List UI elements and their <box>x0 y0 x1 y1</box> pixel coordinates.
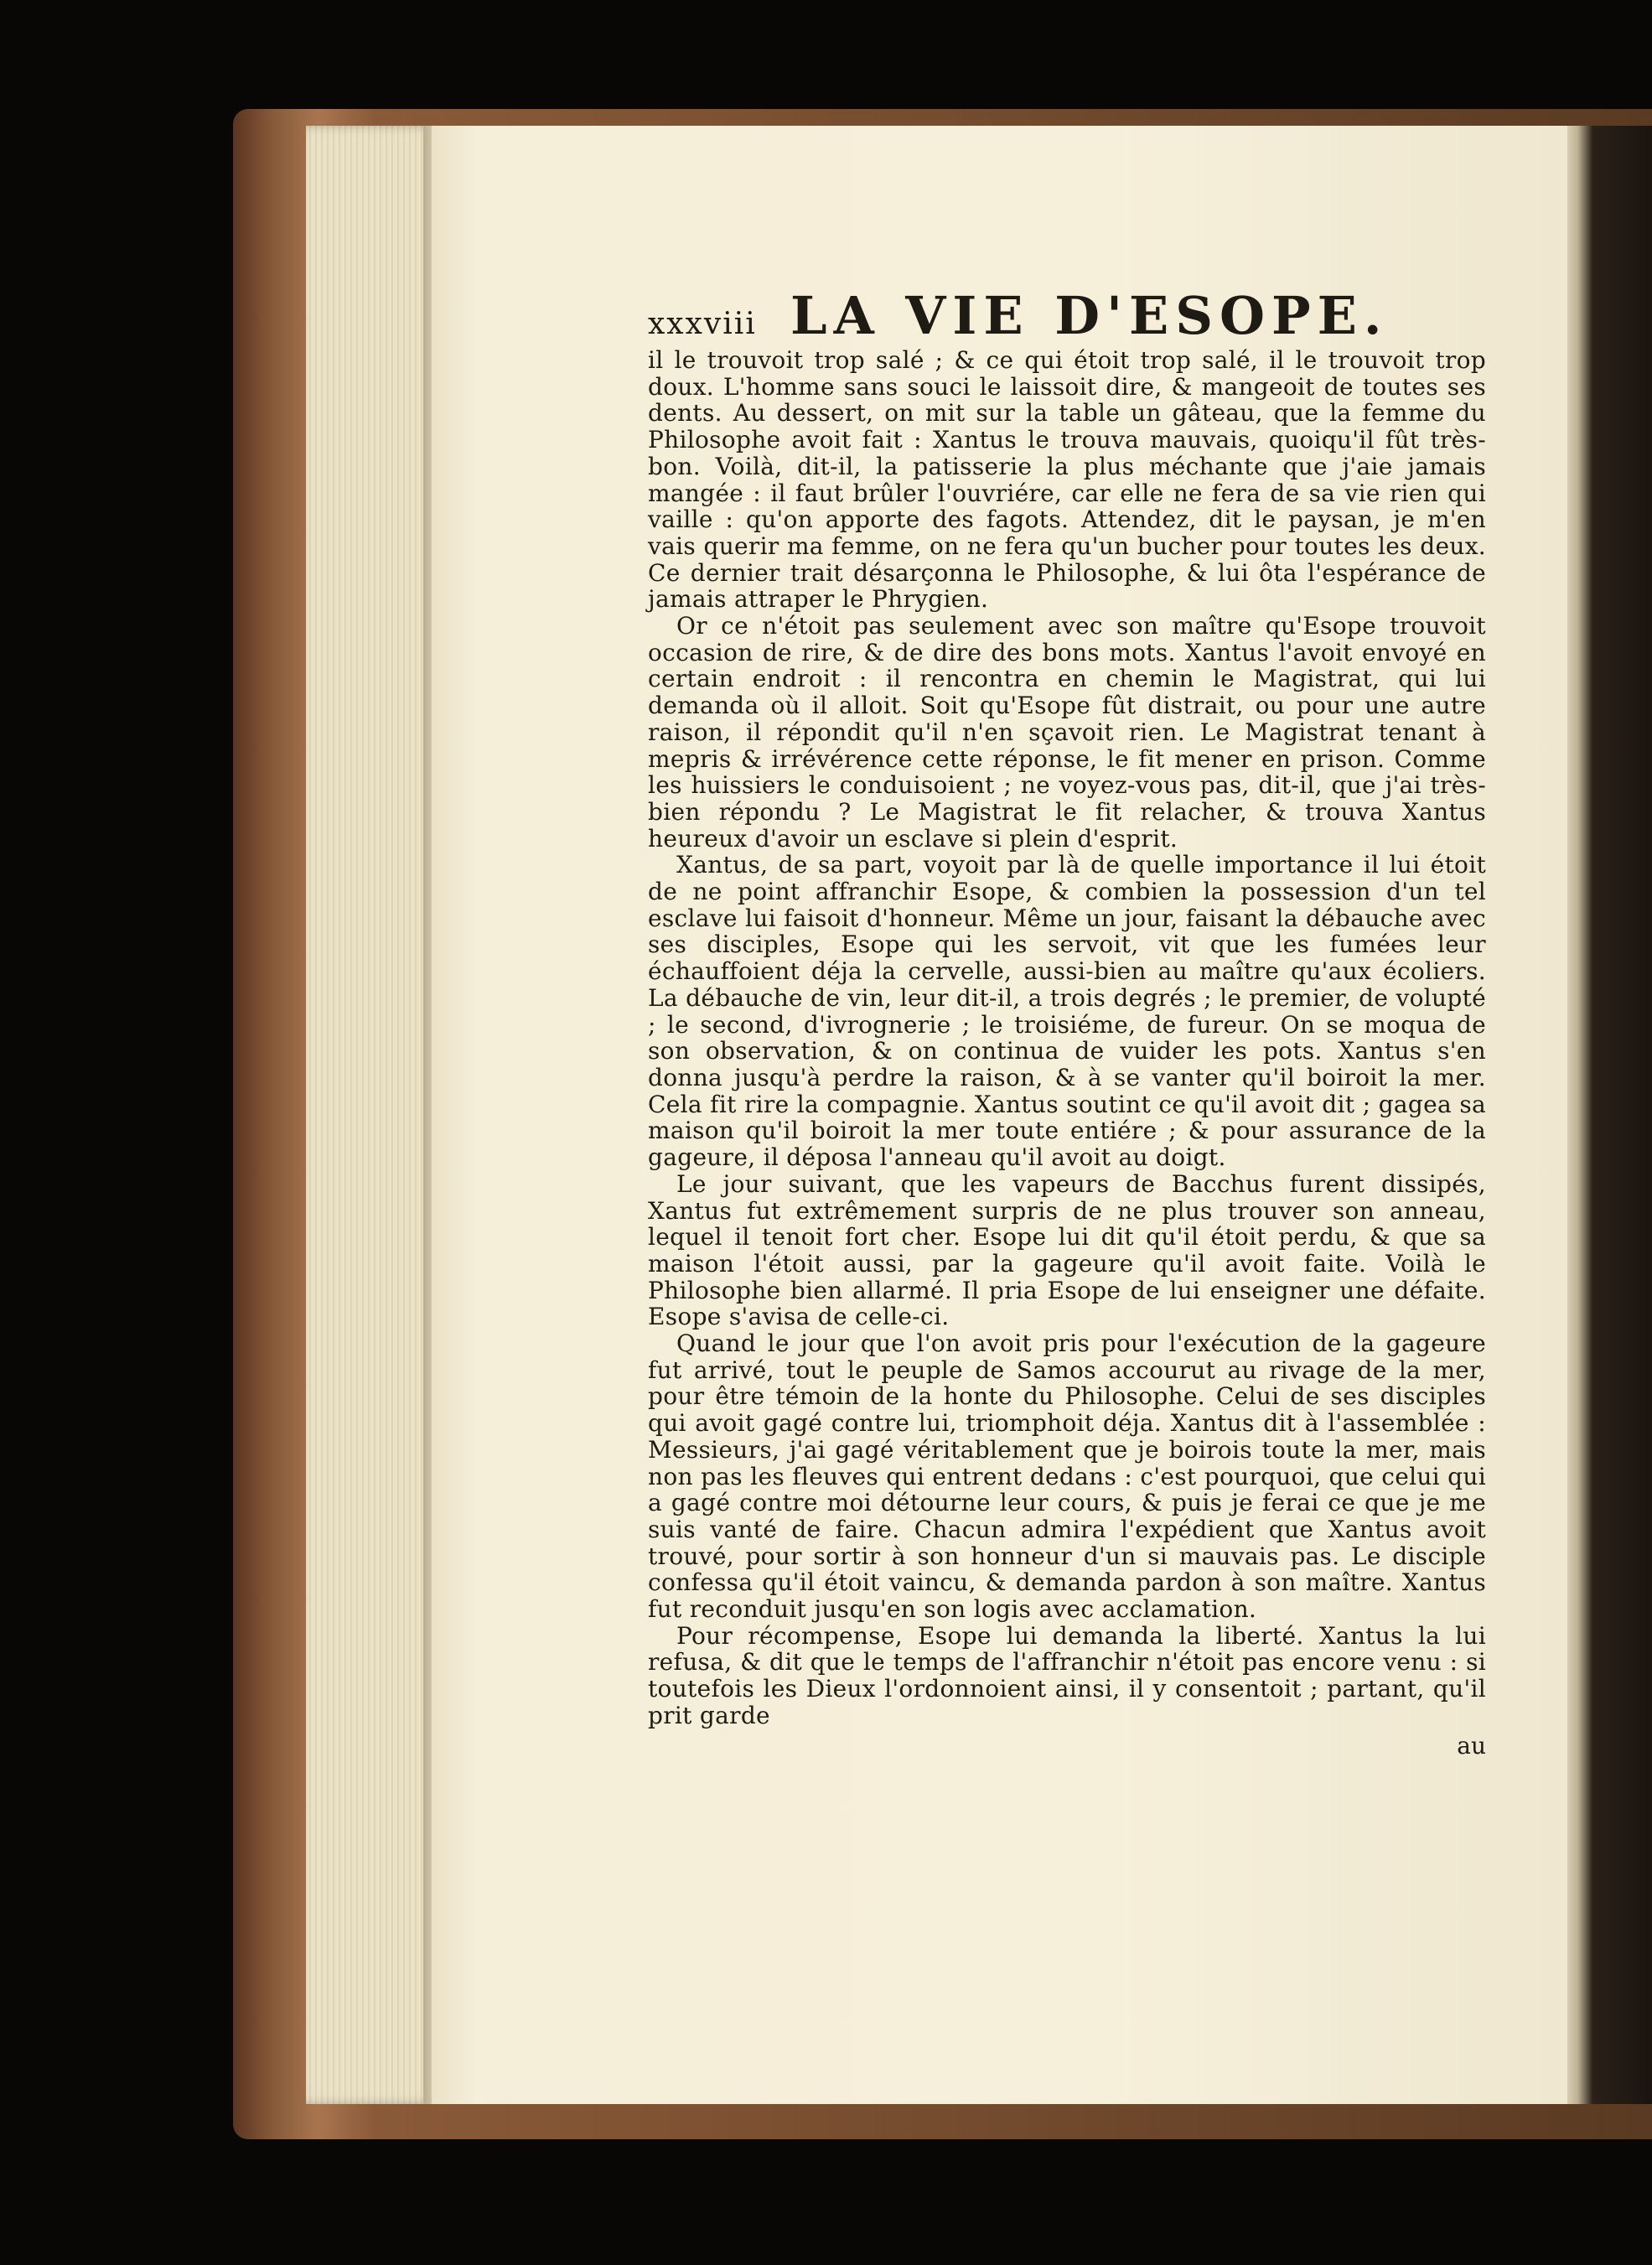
page-header <box>648 285 1486 347</box>
page-content <box>648 285 1486 1760</box>
paragraph: Pour récompense, Esope lui demanda la liberté. Xantus la lui refusa, & dit que le temps de l'affranchir n'étoit pas encore venu : si toutefois les Dieux l'ordonnoient ainsi, il y consentoit ; partant, qu'il prit garde <box>648 1621 1486 1729</box>
paragraph: Quand le jour que l'on avoit pris pour l'exécution de la gageure fut arrivé, tout le peuple de Samos accourut au rivage de la mer, pour être témoin de la honte du Philosophe. Celui de ses disciples qui avoit gagé contre lui, triomphoit déja. Xantus dit à l'assemblée : Messieurs, j'ai gagé véritablement que je boirois toute la mer, mais non pas les fleuves qui entrent dedans : c'est pourquoi, que celui qui a gagé contre moi détourne leur cours, & puis je ferai ce que je me suis vanté de faire. Chacun admira l'expédient que Xantus avoit trouvé, pour sortir à son honneur d'un si mauvais pas. Le disciple confessa qu'il étoit vaincu, & demanda pardon à son maître. Xantus fut reconduit jusqu'en son logis avec acclamation. <box>648 1329 1486 1624</box>
running-title: LA VIE D'ESOPE. <box>790 285 1389 346</box>
paragraph: Or ce n'étoit pas seulement avec son maître qu'Esope trouvoit occasion de rire, & de dire des bons mots. Xantus l'avoit envoyé en certain endroit : il rencontra en chemin le Magistrat, qui lui demanda où il alloit. Soit qu'Esope fût distrait, ou pour une autre raison, il répondit qu'il n'en sçavoit rien. Le Magistrat tenant à mepris & irrévérence cette réponse, le fit mener en prison. Comme les huissiers le conduisoient ; ne voyez-vous pas, dit-il, que j'ai très-bien répondu ? Le Magistrat le fit relacher, & trouva Xantus heureux d'avoir un esclave si plein d'esprit. <box>648 612 1486 853</box>
catchword: au <box>1457 1731 1486 1760</box>
paragraph: Xantus, de sa part, voyoit par là de quelle importance il lui étoit de ne point affranchir Esope, & combien la possession d'un tel esclave lui faisoit d'honneur. Même un jour, faisant la débauche avec ses disciples, Esope qui les servoit, vit que les fumées leur échauffoient déja la cervelle, aussi-bien au maître qu'aux écoliers. La débauche de vin, leur dit-il, a trois degrés ; le premier, de volupté ; le second, d'ivrognerie ; le troisiéme, de fureur. On se moqua de son observation, & on continua de vuider les pots. Xantus s'en donna jusqu'à perdre la raison, & à se vanter qu'il boiroit la mer. Cela fit rire la compagnie. Xantus soutint ce qu'il avoit dit ; gagea sa maison qu'il boiroit la mer toute entiére ; & pour assurance de la gageure, il déposa l'anneau qu'il avoit au doigt. <box>648 851 1486 1172</box>
facing-page-edge <box>1567 126 1652 2104</box>
page-number: xxxviii <box>648 307 757 341</box>
paragraph: Le jour suivant, que les vapeurs de Bacchus furent dissipés, Xantus fut extrêmement surpris de ne plus trouver son anneau, lequel il tenoit fort cher. Esope lui dit qu'il étoit perdu, & que sa maison l'étoit aussi, par la gageure qu'il avoit faite. Voilà le Philosophe bien allarmé. Il pria Esope de lui enseigner une défaite. Esope s'avisa de celle-ci. <box>648 1169 1486 1331</box>
page-edges <box>306 126 440 2104</box>
paragraph: il le trouvoit trop salé ; & ce qui étoit trop salé, il le trouvoit trop doux. L'homme sans souci le laissoit dire, & mangeoit de toutes ses dents. Au dessert, on mit sur la table un gâteau, que la femme du Philosophe avoit fait : Xantus le trouva mauvais, quoiqu'il fût très-bon. Voilà, dit-il, la patisserie la plus méchante que j'aie jamais mangée : il faut brûler l'ouvriére, car elle ne fera de sa vie rien qui vaille : qu'on apporte des fagots. Attendez, dit le paysan, je m'en vais querir ma femme, on ne fera qu'un bucher pour toutes les deux. Ce dernier trait désarçonna le Philosophe, & lui ôta l'espérance de jamais attraper le Phrygien. <box>648 346 1486 614</box>
body-text <box>648 347 1486 1729</box>
